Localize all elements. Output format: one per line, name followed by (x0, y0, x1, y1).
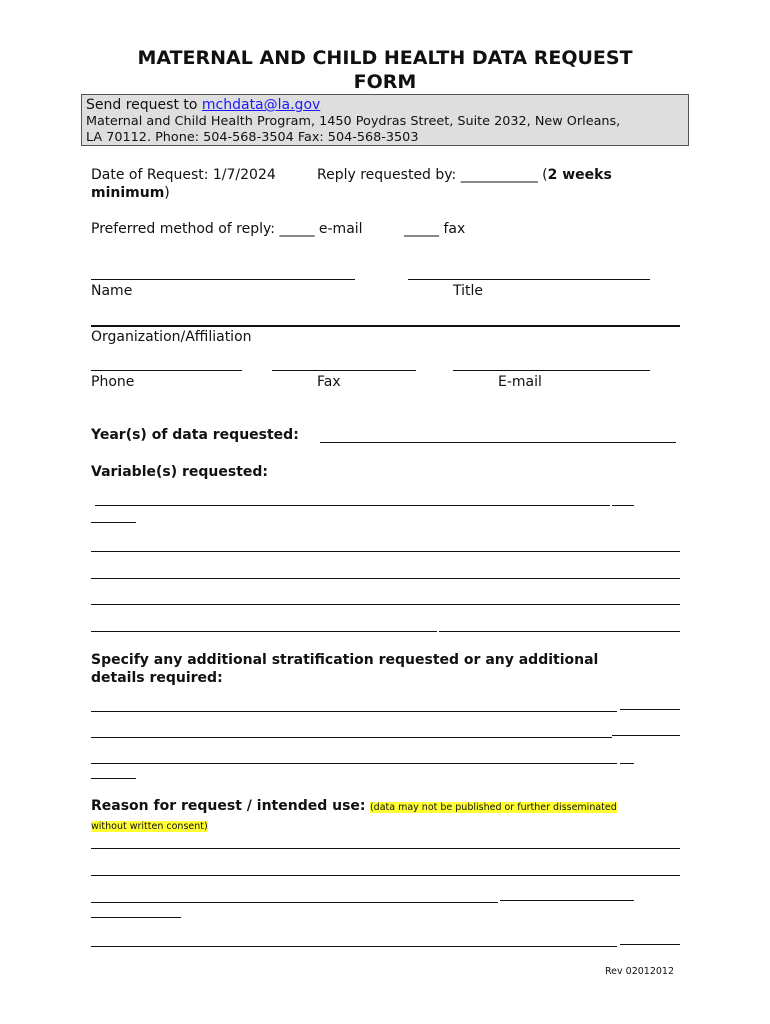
reason-note-line2 (91, 814, 208, 833)
preferred-method-fax: _____ fax (404, 221, 466, 237)
name-label: Name (91, 283, 133, 299)
reason-line-5b[interactable] (620, 944, 680, 945)
reply-minimum-line (91, 184, 170, 202)
reason-note-highlight-2: without written consent) (91, 821, 208, 832)
variables-line-3[interactable] (91, 551, 680, 552)
variables-line-1b[interactable] (612, 505, 634, 506)
address-line1: Maternal and Child Health Program, 1450 Poydras Street, Suite 2032, New Orleans, (86, 114, 621, 129)
stratification-label (91, 651, 598, 687)
reason-line-1[interactable] (91, 848, 680, 849)
reason-line-3b[interactable] (500, 900, 634, 901)
stratification-line-1b[interactable] (620, 709, 680, 710)
reason-line-5a[interactable] (91, 946, 617, 947)
reply-requested-label: Reply requested by: ___________ ( (317, 167, 548, 183)
variables-line-6b[interactable] (439, 631, 680, 632)
stratification-line-4[interactable] (91, 778, 136, 779)
phone-label: Phone (91, 374, 135, 390)
stratification-line-2a[interactable] (91, 737, 612, 738)
stratification-line-3a[interactable] (91, 763, 617, 764)
stratification-line-2b[interactable] (612, 735, 680, 736)
organization-field-line[interactable] (91, 325, 680, 327)
years-requested-label: Year(s) of data requested: (91, 427, 299, 443)
years-field-line[interactable] (320, 442, 676, 443)
title-field-line[interactable] (408, 279, 650, 280)
send-request-text (86, 96, 320, 114)
reason-note-highlight-1: (data may not be published or further disseminated (369, 802, 617, 813)
revision-code: Rev 02012012 (605, 966, 675, 977)
address-line2: LA 70112. Phone: 504-568-3504 Fax: 504-568-3503 (86, 130, 419, 145)
email-link[interactable]: mchdata@la.gov (201, 97, 321, 113)
email-field-line[interactable] (453, 370, 650, 371)
reply-close-paren: ) (164, 185, 170, 201)
program-address (86, 114, 684, 146)
form-title-line1: MATERNAL AND CHILD HEALTH DATA REQUEST (137, 47, 633, 69)
reason-label: Reason for request / intended use: (91, 798, 366, 814)
reply-requested-by (317, 166, 612, 184)
reason-label-line (91, 797, 617, 815)
stratification-label-line1: Specify any additional stratification requested or any additional (91, 652, 599, 668)
form-title (90, 46, 680, 94)
stratification-line-3b[interactable] (620, 763, 634, 764)
preferred-method-email: Preferred method of reply: _____ e-mail (91, 221, 363, 237)
variables-line-5[interactable] (91, 604, 680, 605)
reply-weeks: 2 weeks (547, 167, 612, 183)
variables-line-1[interactable] (95, 505, 610, 506)
variables-requested-label: Variable(s) requested: (91, 464, 269, 480)
reason-line-2[interactable] (91, 875, 680, 876)
reply-minimum: minimum (91, 185, 165, 201)
variables-line-4[interactable] (91, 578, 680, 579)
form-title-line2: FORM (353, 71, 417, 93)
email-label: E-mail (498, 374, 542, 390)
organization-label: Organization/Affiliation (91, 329, 252, 345)
stratification-label-line2: details required: (91, 670, 223, 686)
stratification-line-1a[interactable] (91, 711, 617, 712)
reason-line-3a[interactable] (91, 902, 498, 903)
send-request-prefix: Send request to (86, 97, 202, 113)
variables-line-6a[interactable] (91, 631, 437, 632)
name-field-line[interactable] (91, 279, 355, 280)
fax-label: Fax (317, 374, 341, 390)
phone-field-line[interactable] (91, 370, 242, 371)
date-of-request: Date of Request: 1/7/2024 (91, 167, 276, 183)
fax-field-line[interactable] (272, 370, 416, 371)
reason-line-4[interactable] (91, 917, 181, 918)
title-label: Title (453, 283, 484, 299)
variables-line-2[interactable] (91, 522, 136, 523)
